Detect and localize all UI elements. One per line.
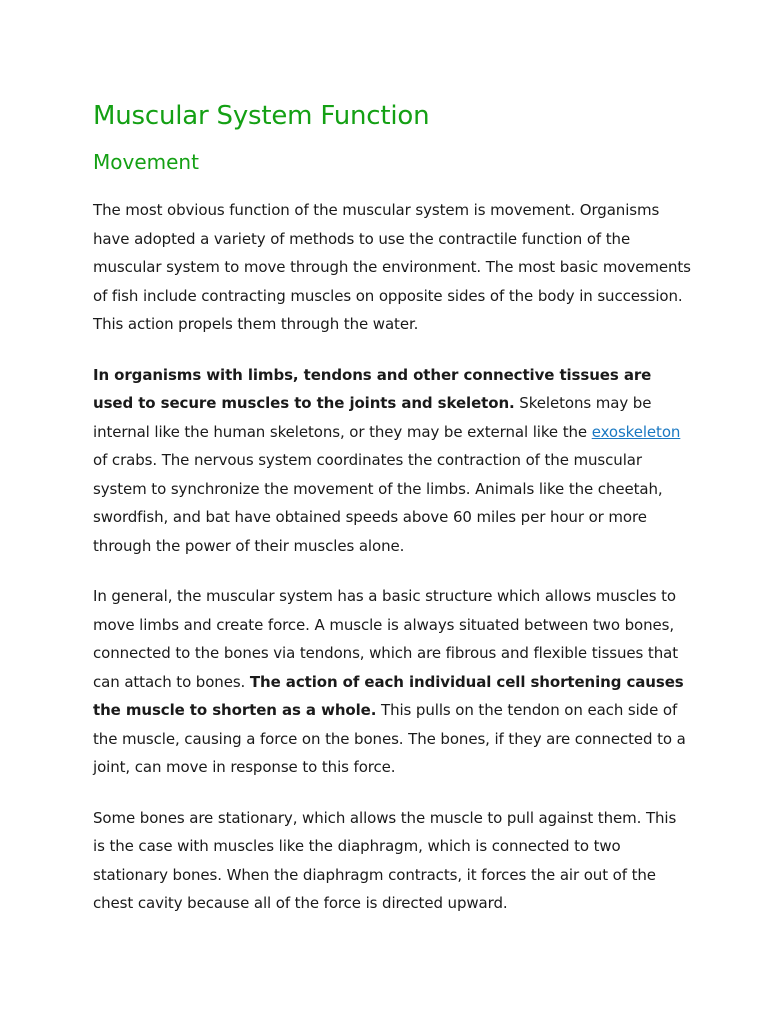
- paragraph-3: [93, 582, 692, 782]
- paragraph-4-text: Some bones are stationary, which allows the muscle to pull against them. This is the case with muscles like the diaphragm, which is connected to two stationary bones. When the diaphragm contracts, it forces the air out of the chest cavity because all of the force is directed upward.: [93, 808, 677, 912]
- paragraph-3-bold: The action of each individual cell shortening causes the muscle to shorten as a whole.: [93, 672, 684, 719]
- paragraph-3-text-a: In general, the muscular system has a basic structure which allows muscles to move limbs and create force. A muscle is always situated between two bones, connected to the bones via tendons, which are fibrous and flexible tissues that can attach to bones.: [93, 587, 678, 691]
- paragraph-1: [93, 196, 692, 339]
- paragraph-2-text-a: Skeletons may be internal like the human skeletons, or they may be external like the: [93, 394, 652, 441]
- exoskeleton-link[interactable]: exoskeleton: [591, 422, 681, 441]
- paragraph-1-text: The most obvious function of the muscular system is movement. Organisms have adopted a variety of methods to use the contractile function of the muscular system to move through the environment. The most basic movements of fish include contracting muscles on opposite sides of the body in succession. This action propels them through the water.: [93, 201, 691, 333]
- paragraph-2-text-b: of crabs. The nervous system coordinates the contraction of the muscular system to synchronize the movement of the limbs. Animals like the cheetah, swordfish, and bat have obtained speeds above 60 miles per hour or more through the power of their muscles alone.: [93, 451, 663, 555]
- paragraph-4: [93, 804, 692, 918]
- paragraph-2-bold: In organisms with limbs, tendons and other connective tissues are used to secure muscles to the joints and skeleton.: [93, 365, 652, 412]
- paragraph-3-text-b: This pulls on the tendon on each side of the muscle, causing a force on the bones. The bones, if they are connected to a joint, can move in response to this force.: [93, 701, 686, 776]
- paragraph-2: [93, 361, 692, 561]
- page-title: Muscular System Function: [93, 101, 430, 131]
- section-heading-movement: Movement: [93, 150, 199, 174]
